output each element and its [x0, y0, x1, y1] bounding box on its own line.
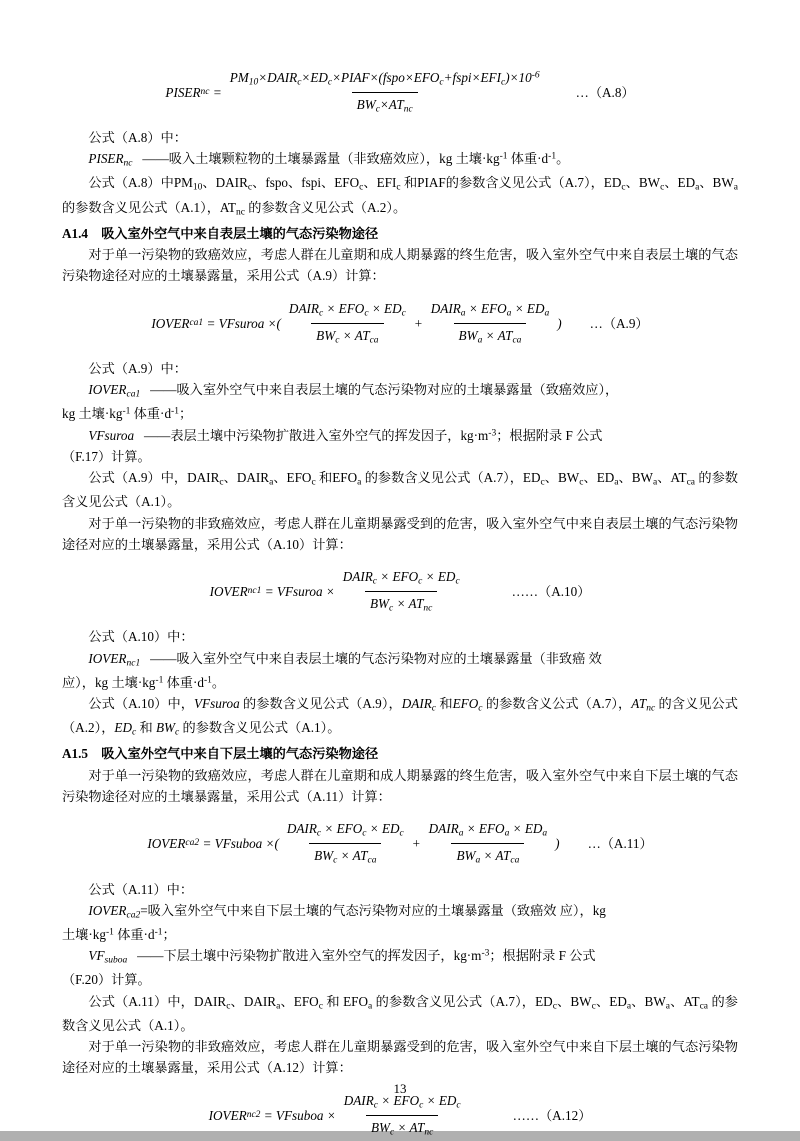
equation-a9-close-paren: ) [557, 315, 562, 331]
equation-a11-lhs: IOVER ca2 = VFsuboa ×( [147, 836, 279, 852]
equation-a12 [62, 1090, 738, 1141]
equation-a9-den1: $BW_c \times AT_{ca}$ [311, 323, 383, 349]
term-iover-ca1: $IOVER_{ca1}$ [88, 382, 141, 400]
term-iover-nc1: $IOVER_{nc1}$ [88, 650, 141, 669]
equation-a9-den2: $BW_a \times AT_{ca}$ [454, 323, 527, 349]
equation-a10-fraction [338, 566, 465, 617]
equation-a12-denominator: $BW_c \times AT_{nc}$ [366, 1115, 438, 1141]
document-body [62, 67, 738, 1141]
equation-a8-denominator: $BW_c\times AT_{nc}$ [352, 92, 418, 118]
para-iover-ca1-def-cont: kg 土壤$\cdot kg^{-1}$ 体重$\cdot d^{-1}$； [62, 406, 193, 422]
term-vfsuroa: VFsuroa [88, 427, 135, 443]
equation-a9-num2: $DAIR_a \times EFO_a \times ED_a$ [430, 300, 550, 319]
equation-a11-fraction-2 [424, 818, 553, 869]
equation-a8-fraction [225, 67, 545, 118]
equation-a10 [62, 566, 738, 617]
para-iover-nc1-def-cont: 应），kg 土壤$\cdot kg^{-1}$ 体重$\cdot d^{-1}$。 [62, 674, 226, 690]
equation-a9-fraction-2 [426, 298, 555, 349]
equation-a8-tag: …（A.8） [575, 84, 635, 100]
para-vfsuboa-def-cont: （F.20）计算。 [62, 972, 151, 988]
para-iover-nc1-def: $IOVER_{nc1}$ ——吸入室外空气中来自表层土壤的气态污染物对应的土壤暴露量（非致癌 效 [88, 650, 602, 669]
equation-a8-lhs: PISER nc = [165, 84, 222, 100]
term-piser-nc: $PISER_{nc}$ [88, 151, 133, 170]
para-iover-ca1-def: $IOVER_{ca1}$ ——吸入室外空气中来自表层土壤的气态污染物对应的土壤暴露量（致癌效应）， [88, 382, 619, 400]
para-vfsuroa-def: VFsuroa ——表层土壤中污染物扩散进入室外空气的挥发因子，$kg\cdot m^{-3}$；根据附录 F 公式 [88, 427, 603, 443]
equation-a11-plus: + [411, 836, 421, 852]
equation-a9-plus: + [413, 315, 423, 331]
para-a10-def-intro: 公式（A.10）中： [88, 629, 194, 645]
equation-a11-den1: $BW_c \times AT_{ca}$ [309, 843, 381, 869]
para-a12-intro: 对于单一污染物的非致癌效应，考虑人群在儿童期暴露受到的危害，吸入室外空气中来自下层土壤的气态污染物途径对应的土壤暴露量，采用公式（A.12）计算： [62, 1039, 738, 1076]
para-iover-ca2-def: $IOVER_{ca2}=$吸入室外空气中来自下层土壤的气态污染物对应的土壤暴露量（致癌效 应），kg [88, 902, 606, 921]
para-a8-intro: 公式（A.8）中： [88, 130, 187, 146]
equation-a9-tag: …（A.9） [589, 315, 649, 331]
para-a11-intro: 对于单一污染物的致癌效应，考虑人群在儿童期和成人期暴露的终生危害，吸入室外空气中来自下层土壤的气态污染物途径对应的土壤暴露量，采用公式（A.11）计算： [62, 767, 738, 805]
heading-a1-4-title: 吸入室外空气中来自表层土壤的气态污染物途径 [101, 225, 379, 241]
para-a9-def-intro: 公式（A.9）中： [88, 360, 187, 376]
equation-a10-denominator: $BW_c \times AT_{nc}$ [365, 591, 437, 617]
equation-a12-numerator: $DAIR_c \times EFO_c \times ED_c$ [343, 1092, 461, 1111]
equation-a10-tag: ……（A.10） [511, 584, 591, 600]
heading-a1-5-number: A1.5 [62, 746, 89, 762]
equation-a11 [62, 818, 738, 869]
para-piser-def: $PISER_{nc}$ ——吸入土壤颗粒物的土壤暴露量（非致癌效应），kg 土壤$\cdot kg^{-1}$ 体重$\cdot d^{-1}$。 [88, 151, 570, 170]
para-a8-params: 公式（A.8）中$PM_{10}$、$DAIR_c$、fspo、fspi、$EFO_c$、$EFI_c$ 和PIAF的参数含义见公式（A.7），$ED_c$、$BW_c$、$ED_a$、$BW_a$ 的参数含义见公式（A.1），$AT_{nc}$ 的参数含义见公式（A.2）。 [62, 175, 739, 218]
para-a10-intro: 对于单一污染物的非致癌效应，考虑人群在儿童期暴露受到的危害，吸入室外空气中来自表层土壤的气态污染物途径对应的土壤暴露量，采用公式（A.10）计算： [62, 515, 738, 553]
para-a11-def-intro: 公式（A.11）中： [88, 881, 194, 897]
equation-a10-lhs: IOVER nc1 = VFsuroa × [209, 584, 335, 600]
para-a9-intro: 对于单一污染物的致癌效应，考虑人群在儿童期和成人期暴露的终生危害，吸入室外空气中来自表层土壤的气态污染物途径对应的土壤暴露量，采用公式（A.9）计算： [62, 246, 738, 284]
equation-a11-tag: …（A.11） [587, 836, 653, 852]
para-iover-ca2-def-cont: 土壤$\cdot kg^{-1}$ 体重$\cdot d^{-1}$； [62, 926, 176, 942]
equation-a11-den2: $BW_a \times AT_{ca}$ [451, 843, 524, 869]
equation-a9-lhs: IOVER ca1 = VFsuroa ×( [151, 315, 281, 331]
equation-a11-num1: $DAIR_c \times EFO_c \times ED_c$ [286, 821, 404, 840]
equation-a9-num1: $DAIR_c \times EFO_c \times ED_c$ [288, 300, 406, 319]
para-vfsuboa-def: $VF_{suboa}$ ——下层土壤中污染物扩散进入室外空气的挥发因子，$kg\cdot m^{-3}$；根据附录 F 公式 [88, 948, 596, 966]
equation-a11-fraction-1 [282, 818, 409, 869]
equation-a10-numerator: $DAIR_c \times EFO_c \times ED_c$ [342, 569, 460, 588]
equation-a12-lhs: IOVER nc2 = VFsuboa × [208, 1107, 336, 1123]
page-number: 13 [393, 1081, 407, 1096]
heading-a1-4 [62, 223, 738, 244]
equation-a9-fraction-1 [284, 298, 411, 349]
heading-a1-4-number: A1.4 [62, 225, 89, 241]
equation-a11-close-paren: ) [555, 836, 560, 852]
term-iover-ca2: $IOVER_{ca2}$ [88, 902, 141, 921]
heading-a1-5 [62, 743, 738, 764]
para-vfsuroa-def-cont: （F.17）计算。 [62, 448, 151, 464]
equation-a8-numerator: $PM_{10}\times DAIR_c\times ED_c\times PIAF\times(fspo\times EFO_c+fspi\times EFI_c)\times 10^{-6}$ [229, 70, 540, 88]
heading-a1-5-title: 吸入室外空气中来自下层土壤的气态污染物途径 [101, 746, 379, 762]
para-a10-params: 公式（A.10）中，VFsuroa 的参数含义见公式（A.9），$DAIR_c$ 和$EFO_c$ 的参数含义公式（A.7），$AT_{nc}$ 的含义见公式（A.2），$ED_c$ 和 $BW_c$ 的参数含义见公式（A.1）。 [62, 696, 738, 738]
para-a11-params: 公式（A.11）中，$DAIR_c$、$DAIR_a$、$EFO_c$ 和 $EFO_a$ 的参数含义见公式（A.7），$ED_c$、$BW_c$、$ED_a$、$BW_a$、$AT_{ca}$ 的参数含义见公式（A.1）。 [62, 993, 738, 1033]
equation-a12-tag: ……（A.12） [512, 1107, 592, 1123]
equation-a9 [62, 298, 738, 349]
para-a9-params: 公式（A.9）中，$DAIR_c$、$DAIR_a$、$EFO_c$ 和$EFO_a$ 的参数含义见公式（A.7），$ED_c$、$BW_c$、$ED_a$、$BW_a$、$AT_{ca}$ 的参数含义见公式（A.1）。 [62, 470, 738, 510]
equation-a11-num2: $DAIR_a \times EFO_a \times ED_a$ [428, 821, 548, 840]
term-vfsuboa: $VF_{suboa}$ [88, 948, 128, 966]
equation-a12-fraction [339, 1090, 466, 1141]
equation-a8 [62, 67, 738, 118]
